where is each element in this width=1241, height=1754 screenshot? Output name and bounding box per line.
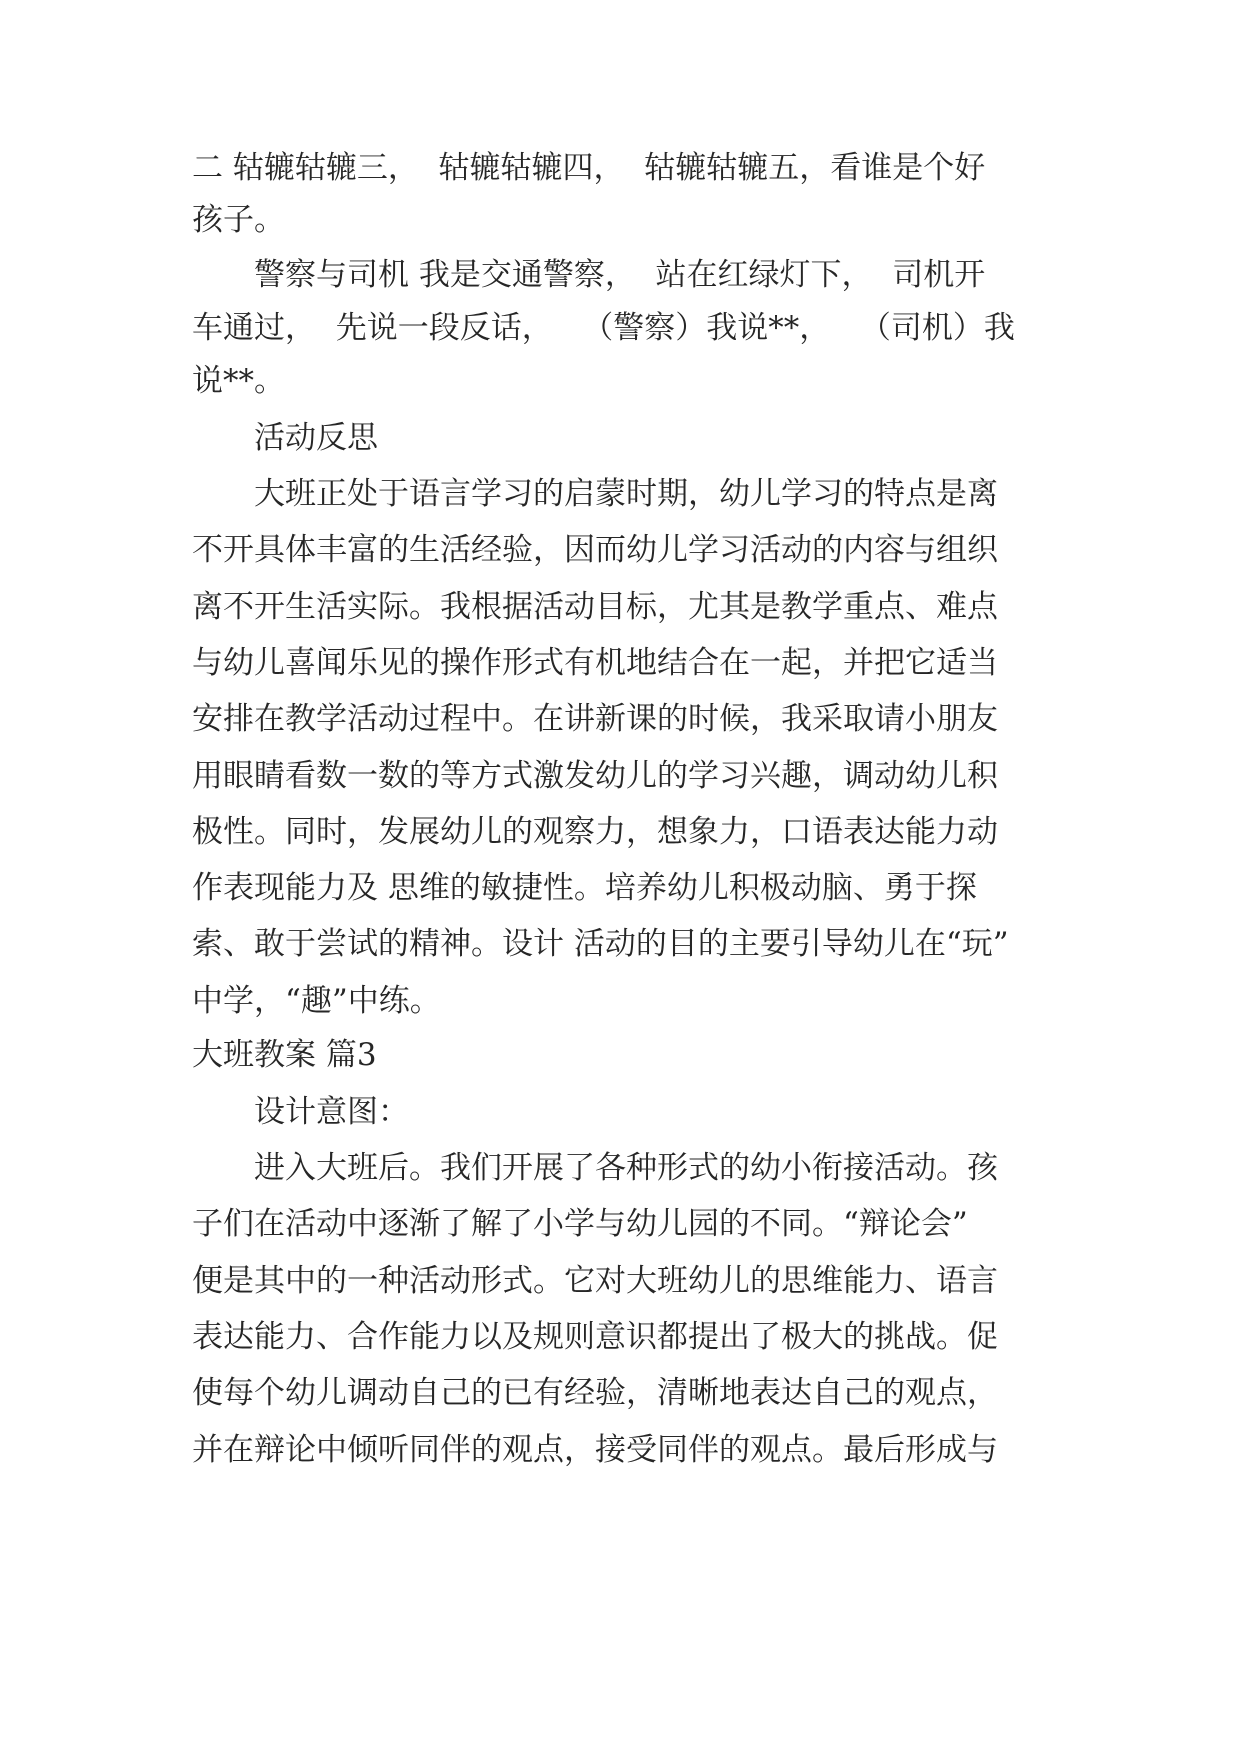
text-line: 便是其中的一种活动形式。它对大班幼儿的思维能力、语言: [192, 1263, 998, 1299]
text-line: 索、敢于尝试的精神。设计 活动的目的主要引导幼儿在“玩”: [192, 926, 1009, 962]
text-line: 与幼儿喜闻乐见的操作形式有机地结合在一起，并把它适当: [192, 645, 998, 681]
text-line: 子们在活动中逐渐了解了小学与幼儿园的不同。“辩论会”: [192, 1206, 968, 1242]
text-line: 表达能力、合作能力以及规则意识都提出了极大的挑战。促: [192, 1319, 998, 1355]
text-line: 作表现能力及 思维的敏捷性。培养幼儿积极动脑、勇于探: [192, 870, 977, 906]
text-line: 并在辩论中倾听同伴的观点，接受同伴的观点。最后形成与: [192, 1432, 998, 1468]
text-line: 离不开生活实际。我根据活动目标，尤其是教学重点、难点: [192, 589, 998, 625]
text-line: 孩子。: [192, 202, 285, 238]
section-title: 大班教案 篇3: [192, 1037, 377, 1073]
section-heading: 活动反思: [254, 420, 378, 456]
text-line: 安排在教学活动过程中。在讲新课的时候，我采取请小朋友: [192, 701, 998, 737]
section-heading: 设计意图：: [254, 1094, 409, 1130]
text-line: 二 轱辘轱辘三， 轱辘轱辘四， 轱辘轱辘五，看谁是个好: [192, 150, 986, 186]
text-line: 进入大班后。我们开展了各种形式的幼小衔接活动。孩: [254, 1150, 998, 1186]
text-line: 极性。同时，发展幼儿的观察力，想象力，口语表达能力动: [192, 814, 998, 850]
text-line: 用眼睛看数一数的等方式激发幼儿的学习兴趣，调动幼儿积: [192, 758, 998, 794]
text-line: 中学，“趣”中练。: [192, 983, 441, 1019]
text-line: 说**。: [192, 363, 285, 399]
text-line: 使每个幼儿调动自己的已有经验，清晰地表达自己的观点，: [192, 1375, 998, 1411]
text-line: 警察与司机 我是交通警察， 站在红绿灯下， 司机开: [254, 257, 986, 293]
text-line: 不开具体丰富的生活经验，因而幼儿学习活动的内容与组织: [192, 532, 998, 568]
text-line: 大班正处于语言学习的启蒙时期，幼儿学习的特点是离: [254, 476, 998, 512]
text-line: 车通过， 先说一段反话， （警察）我说**， （司机）我: [192, 310, 1015, 346]
